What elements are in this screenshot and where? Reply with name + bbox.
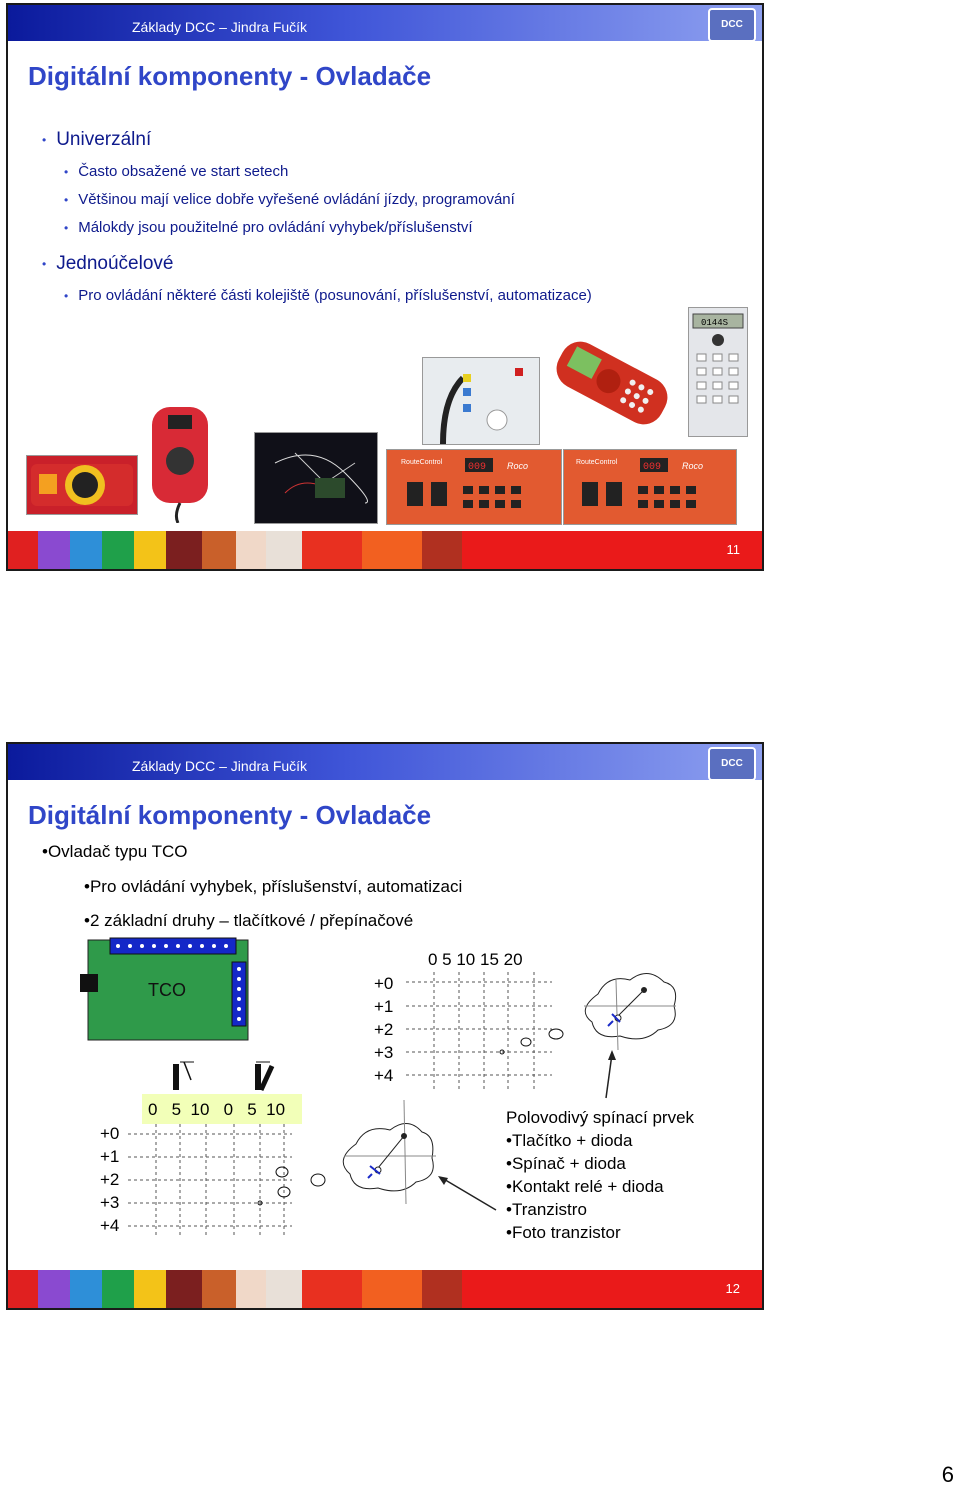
grid1-row-label: +1 — [374, 997, 394, 1016]
bullet-ovladac-tco: •Ovladač typu TCO — [42, 842, 188, 861]
grid1-row-label: +2 — [374, 1020, 394, 1039]
roco-label: Roco — [507, 461, 529, 471]
list-item: •Kontakt relé + dioda — [506, 1177, 664, 1196]
tco-connector — [80, 974, 98, 992]
roco-label: Roco — [682, 461, 704, 471]
tco-label: TCO — [148, 980, 186, 1000]
slide-12 — [6, 742, 764, 1310]
grid1-row-label: +3 — [374, 1043, 394, 1062]
slide-title: Digitální komponenty - Ovladače — [28, 61, 432, 91]
slide-page-number: 12 — [725, 1281, 740, 1296]
grid2-row-label: +0 — [100, 1124, 120, 1143]
bullet-item: •2 základní druhy – tlačítkové / přepínačové — [84, 911, 414, 930]
grid2-row-label: +3 — [100, 1193, 120, 1212]
grid1-row-label: +0 — [374, 974, 394, 993]
header-text: Základy DCC – Jindra Fučík — [132, 758, 308, 774]
grid1-column-labels: 0 5 10 15 20 — [428, 950, 523, 969]
photo-circuit-wiring — [254, 432, 378, 524]
photo-switch-panel — [422, 357, 540, 445]
list-title: Polovodivý spínací prvek — [506, 1108, 695, 1127]
photo-red-handset — [144, 403, 216, 523]
bullet-item: • Pro ovládání některé části kolejiště (posunování, příslušenství, automatizace) — [64, 287, 592, 304]
slide-11 — [6, 3, 764, 571]
photo-lenz-handset — [688, 307, 748, 437]
bullet-item: • Většinou mají velice dobře vyřešené ovládání jízdy, programování — [64, 191, 515, 208]
grid2-row-label: +4 — [100, 1216, 120, 1235]
dcc-logo: DCC — [708, 747, 756, 781]
photo-routecontrol-1 — [386, 449, 562, 525]
list-item: •Tlačítko + dioda — [506, 1131, 633, 1150]
bullet-item: •Pro ovládání vyhybek, příslušenství, automatizaci — [84, 877, 463, 896]
tco-side-pins — [232, 962, 246, 1026]
bullet-item: • Málokdy jsou použitelné pro ovládání vyhybek/příslušenství — [64, 219, 473, 236]
photo-multimaus-handset — [548, 337, 676, 429]
list-item: •Spínač + dioda — [506, 1154, 626, 1173]
bullet-jednoucelove: • Jednoúčelové — [42, 253, 174, 274]
bullet-univerzalni: • Univerzální — [42, 129, 152, 150]
photo-routecontrol-2 — [563, 449, 737, 525]
slide-title: Digitální komponenty - Ovladače — [28, 800, 432, 830]
list-item: •Tranzistro — [506, 1200, 587, 1219]
lcd-text: 0144S — [701, 318, 729, 328]
dcc-logo: DCC — [708, 8, 756, 42]
list-item: •Foto tranzistor — [506, 1223, 621, 1242]
slide-footer-bar — [8, 1270, 762, 1308]
routecontrol-display: 009 — [468, 462, 487, 473]
photo-round-controller — [26, 455, 138, 515]
routecontrol-label: RouteControl — [401, 459, 443, 466]
grid1-row-label: +4 — [374, 1066, 394, 1085]
grid2-row-label: +2 — [100, 1170, 120, 1189]
grid2-column-labels: 0 5 10 0 5 10 — [148, 1100, 286, 1119]
routecontrol-label: RouteControl — [576, 459, 618, 466]
header-text: Základy DCC – Jindra Fučík — [132, 19, 308, 35]
slide-header-bar — [8, 5, 762, 41]
document-page-number: 6 — [941, 1462, 954, 1487]
bullet-item: • Často obsažené ve start setech — [64, 163, 289, 180]
routecontrol-display: 009 — [643, 462, 662, 473]
grid2-row-label: +1 — [100, 1147, 120, 1166]
slide-page-number: 11 — [726, 542, 740, 557]
slide-footer-bar — [8, 531, 762, 569]
